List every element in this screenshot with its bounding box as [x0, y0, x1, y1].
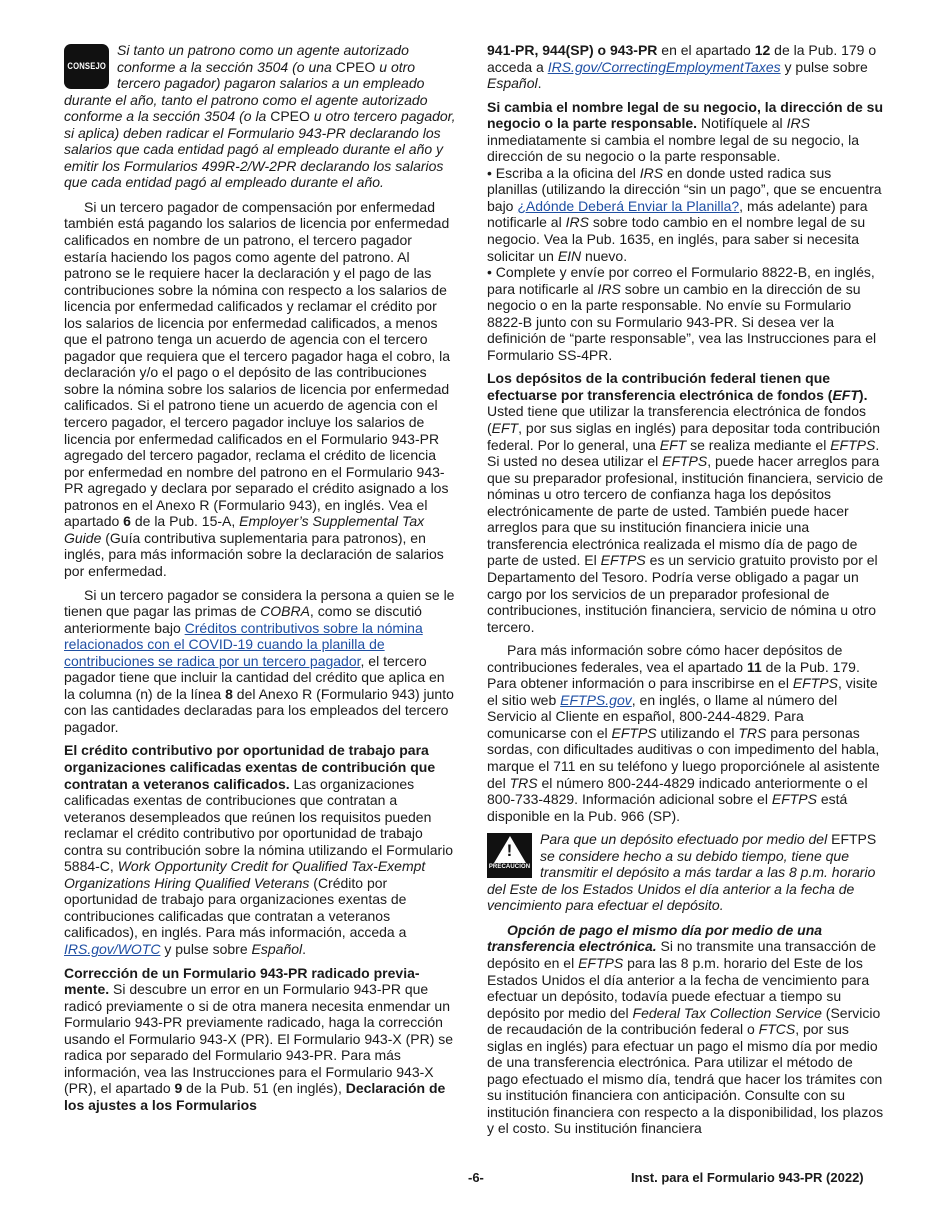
page-number: -6- — [468, 1170, 484, 1185]
paragraph-eftps-info: Para más información sobre cómo hacer depósitos de contribuciones federales, vea el apartado 11 de la Pub. 179. Para obtener información o para inscribirse en el EFTPS, visite el sitio web EFTPS.gov, en inglés, o llame al número del Servicio al Cliente en español, 800-244-4829. Para comunicarse con el EFTPS utilizando el TRS para personas sordas, con dificultades auditivas o con impedimento del habla, marque el 711 en su teléfono y luego proporciónele al asistente del TRS el número 800-244-4829 indicado anteriormente o el 800-733-4829. Información adicional sobre el EFTPS está disponible en la Pub. 966 (SP). — [487, 642, 880, 824]
paragraph-cobra: Si un tercero pagador se considera la persona a quien se le tienen que pagar las primas de COBRA, como se discutió anteriormente bajo Créditos contributivos sobre la nómina relacionados con el COVID-19 cuando la planilla de contribuciones se radica por un tercero pagador, el tercero pagador tiene que incluir la cantidad del crédito que aplica en la columna (n) de la línea 8 del Anexo R (Formulario 943) junto con las cantidades declaradas para los empleados del tercero pagador. — [64, 586, 455, 735]
link-eftps-gov[interactable]: EFTPS.gov — [560, 691, 632, 708]
link-correcting-taxes[interactable]: IRS.gov/CorrectingEmploymentTaxes — [547, 58, 781, 75]
paragraph-same-day: Opción de pago el mismo día por medio de una transferencia electrónica. Si no transmite una transacción de depósito en el EFTPS para las 8 p.m. horario del Este de los Estados Unidos el día anterior a la fecha de vencimiento para efectuar un depósito, todavía puede efectuar a tiempo su depósito por medio del Federal Tax Collection Service (Servicio de recaudación de la contribución federal o FTCS, por sus siglas en inglés) para efectuar un pago el mismo día por medio de una transferencia electrónica. Para utilizar el método de pago efectuado el mismo día, tendrá que hacer los trámites con su institución financiera con anticipación. Consulte con su institución financiera con respecto a la disponibilidad, los plazos y el costo. Su institución financiera — [487, 921, 884, 1137]
paragraph-wotc: El crédito contributivo por oportunidad de trabajo para organizaciones calificadas exentas de contribución que contratan a veteranos calificados. Las organizaciones calificadas exentas de contribuciones que contratan a veteranos desempleados que reúnen los requisitos pueden reclamar el crédito contributivo por oportunidad de trabajo contra su contribución sobre la nómina utilizando el Formulario 5884-C, Work Opportunity Credit for Qualified Tax-Exempt Organizations Hiring Qualified Veterans (Crédito por oportunidad de trabajo para organizaciones exentas de contribuciones calificadas que contratan a veteranos calificados), en inglés. Para más información, acceda a IRS.gov/WOTC y pulse sobre Español. — [64, 742, 454, 957]
tip-text: Si tanto un patrono como un agente autorizado conforme a la sección 3504 (o una CPEO u otro tercero pagador) pagaron salarios a un empleado durante el año, tanto el patrono como el agente autorizado conforme a la sección 3504 (o la CPEO u otro tercero pagador, si aplica) deben radicar el Formulario 943-PR declarando los salarios que cada entidad pagó al empleado durante el año y emitir los Formularios 499R-2/W-2PR declarando los salarios que cada entidad pagó al empleado durante el año. — [64, 42, 456, 191]
paragraph-continued: 941-PR, 944(SP) o 943-PR en el apartado 12 de la Pub. 179 o acceda a IRS.gov/CorrectingEmploymentTaxes y pulse sobre Español. — [487, 42, 877, 92]
left-column — [64, 42, 456, 1120]
link-irs-wotc[interactable]: IRS.gov/WOTC — [64, 940, 161, 957]
paragraph-third-party-sick-pay: Si un tercero pagador de compensación por enfermedad también está pagando los salarios de licencia por enfermedad calificados en nombre de un patrono, el tercero pagador estaría haciendo los pagos como agente del patrono. Al patrono se le requiere hacer la declaración y el pago de las contribuciones sobre la nómina con respecto a los salarios de licencia por enfermedad calificados y reclamar el crédito por los salarios de licencia por enfermedad calificados, a menos que el patrono tenga un acuerdo de agencia con el tercero pagador que requiera que el tercero pagador haga el cobro, la declaración y/o el pago o el depósito de las contribuciones sobre la nómina sobre los salarios de licencia por enfermedad calificados. Si el patrono tiene un acuerdo de agencia con el tercero pagador, el tercero pagador incluye los salarios de licencia por enfermedad calificados en el Formulario 943-PR agregado del tercero pagador, reclama el crédito de licencia por enfermedad en nombre del patrono en el Formulario 943-PR agregado y declara por separado el crédito asignado a los patronos en el Anexo R (Formulario 943), en inglés. Vea el apartado 6 de la Pub. 15-A, Employer’s Supplemental Tax Guide (Guía contributiva suplementaria para patronos), en inglés, para más información sobre la declaración de salarios por enfermedad. — [64, 198, 451, 579]
tip-icon: CONSEJO — [64, 44, 109, 89]
bullet-write-irs: • Escriba a la oficina del IRS en donde usted radica sus planillas (utilizando la dirección “sin un pago”, que se encuentra bajo ¿Adónde Deberá Enviar la Planilla?, más adelante) para notificarle al IRS sobre todo cambio en el nombre legal de su negocio. Vea la Pub. 1635, en inglés, para saber si necesita solicitar un EIN nuevo. — [487, 164, 882, 264]
caution-text: Para que un depósito efectuado por medio del EFTPS se considere hecho a su debido tiempo, tiene que transmitir el depósito a más tardar a las 8 p.m. horario del Este de los Estados Unidos el día anterior a la fecha de vencimiento para efectuar el depósito. — [487, 831, 877, 914]
warning-icon — [487, 833, 532, 878]
section-name-change — [487, 99, 885, 364]
caution-note — [487, 831, 885, 914]
paragraph-correction: Corrección de un Formulario 943-PR radicado previa-mente. Si descubre un error en un Formulario 943-PR que radicó previamente o si de otra manera necesita enmendar un Formulario 943-PR previamente radicado, haga la corrección usando el Formulario 943-X (PR). El Formulario 943-X (PR) se radica por separado del Formulario 943-PR. Para más información, vea las Instrucciones para el Formulario 943-X (PR), el apartado 9 de la Pub. 51 (en inglés), Declaración de los ajustes a los Formularios — [64, 964, 454, 1113]
paragraph-name-change: Si cambia el nombre legal de su negocio, la dirección de su negocio o la parte responsable. Notifíquele al IRS inmediatamente si cambia el nombre legal de su negocio, la dirección de su negocio o la parte responsable. — [487, 98, 884, 165]
paragraph-eft-deposits: Los depósitos de la contribución federal tienen que efectuarse por transferencia electrónica de fondos (EFT). Usted tiene que utilizar la transferencia electrónica de fondos (EFT, por sus siglas en inglés) para depositar toda contribución federal. Por lo general, una EFT se realiza mediante el EFTPS. Si usted no desea utilizar el EFTPS, puede hacer arreglos para que su preparador profesional, institución financiera, servicio de nóminas u otro tercero de confianza haga los depósitos electrónicamente de parte de usted. También puede hacer arreglos para que su institución financiera inicie una transferencia electrónica realizada el mismo día de pago de parte de usted. El EFTPS es un servicio gratuito provisto por el Departamento del Tesoro. Podría verse obligado a pagar un cargo por los servicios de un preparador profesional de contribuciones, institución financiera, servicio de nómina u otro tercero. — [487, 370, 884, 635]
link-where-to-send[interactable]: ¿Adónde Deberá Enviar la Planilla? — [517, 197, 740, 214]
right-column — [487, 42, 885, 1144]
bullet-form-8822b: • Complete y envíe por correo el Formulario 8822-B, en inglés, para notificarle al IRS sobre un cambio en la dirección de su negocio o en la parte responsable. No envíe su Formulario 8822-B junto con su Formulario 943-PR. Si desea ver la definición de “parte responsable”, vea las Instrucciones para el Formulario SS-4PR. — [487, 264, 877, 363]
warning-exclamation: ! — [506, 841, 513, 861]
footer-title: Inst. para el Formulario 943-PR (2022) — [631, 1170, 864, 1185]
link-covid-credits[interactable]: Créditos contributivos sobre la nómina relacionados con el COVID-19 cuando la planilla de contribuciones se radica por un tercero pagador — [64, 619, 423, 669]
warning-label: PRECAUCION — [488, 863, 531, 870]
tip-note — [64, 42, 456, 191]
